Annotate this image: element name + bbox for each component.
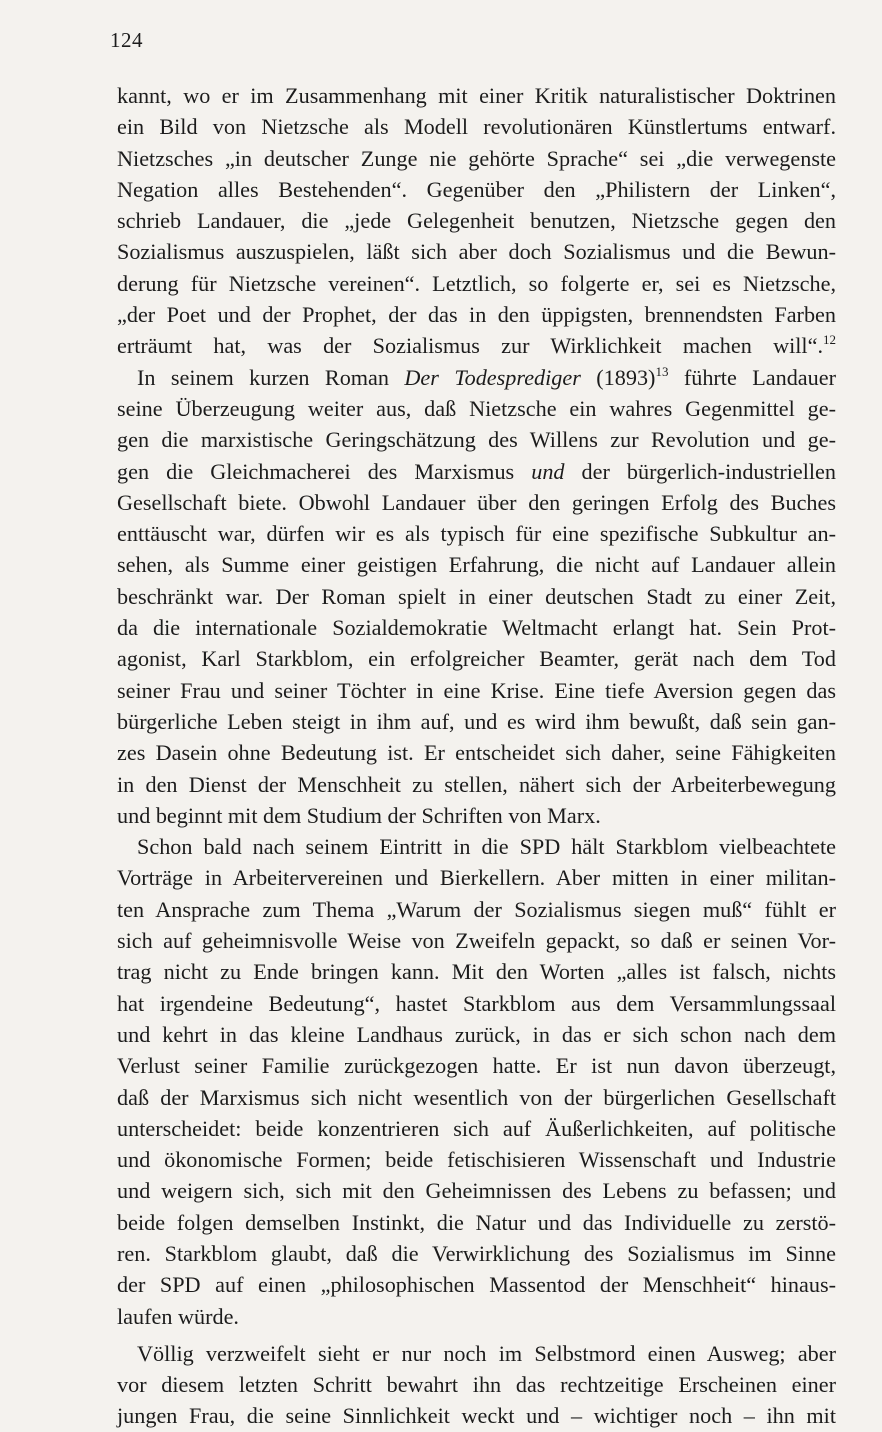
- text-line: sehen, als Summe einer geistigen Erfahrung, die nicht auf Landauer allein: [117, 552, 836, 578]
- text-line: Verlust seiner Familie zurückgezogen hatte. Er ist nun davon überzeugt,: [117, 1053, 836, 1079]
- text-line: in den Dienst der Menschheit zu stellen, nähert sich der Arbeiterbewegung: [117, 771, 836, 797]
- text-line: ren. Starkblom glaubt, daß die Verwirklichung des Sozialismus im Sinne: [117, 1240, 836, 1266]
- text-segment: führte Landauer: [668, 364, 836, 390]
- text-line: und beginnt mit dem Studium der Schriften von Marx.: [117, 802, 601, 828]
- text-line: und weigern sich, sich mit den Geheimnissen des Lebens zu befassen; und: [117, 1178, 836, 1204]
- book-title: Der Todesprediger: [404, 364, 581, 390]
- text-line: bürgerliche Leben steigt in ihm auf, und es wird ihm bewußt, daß sein gan-: [117, 708, 836, 734]
- text-line: hat irgendeine Bedeutung“, hastet Starkblom aus dem Versammlungssaal: [117, 990, 836, 1016]
- text-line: beide folgen demselben Instinkt, die Natur und das Individuelle zu zerstö-: [117, 1209, 836, 1235]
- text-line: sich auf geheimnisvolle Weise von Zweifeln gepackt, so daß er seinen Vor-: [117, 928, 836, 954]
- text-line: seiner Frau und seiner Töchter in eine Krise. Eine tiefe Aversion gegen das: [117, 677, 836, 703]
- text-segment: In seinem kurzen Roman: [137, 364, 405, 390]
- text-line: und ökonomische Formen; beide fetischisieren Wissenschaft und Industrie: [117, 1147, 836, 1173]
- paragraph-1: [117, 80, 836, 362]
- paragraph-2: [117, 362, 836, 831]
- text-line: trag nicht zu Ende bringen kann. Mit den Worten „alles ist falsch, nichts: [117, 959, 836, 985]
- text-line: Vorträge in Arbeitervereinen und Bierkellern. Aber mitten in einer militan-: [117, 865, 836, 891]
- text-line: daß der Marxismus sich nicht wesentlich von der bürgerlichen Gesellschaft: [117, 1084, 836, 1110]
- text-line: seine Überzeugung weiter aus, daß Nietzsche ein wahres Gegenmittel ge-: [117, 395, 836, 421]
- emphasis: und: [531, 458, 565, 484]
- text-line: zes Dasein ohne Bedeutung ist. Er entscheidet sich daher, seine Fähigkeiten: [117, 740, 836, 766]
- paragraph-3: [117, 831, 836, 1332]
- text-line: [117, 330, 836, 361]
- text-line: [117, 456, 836, 487]
- text-line: agonist, Karl Starkblom, ein erfolgreicher Beamter, gerät nach dem Tod: [117, 646, 836, 672]
- text-line: schrieb Landauer, die „jede Gelegenheit benutzen, Nietzsche gegen den: [117, 208, 836, 234]
- text-line: ten Ansprache zum Thema „Warum der Sozialismus siegen muß“ fühlt er: [117, 896, 836, 922]
- page-number: 124: [110, 28, 143, 52]
- text-line: Negation alles Bestehenden“. Gegenüber den „Philistern der Linken“,: [117, 176, 836, 202]
- text-line: enttäuscht war, dürfen wir es als typisch für eine spezifische Subkultur an-: [117, 521, 836, 547]
- text-segment: erträumt hat, was der Sozialismus zur Wirklichkeit machen will“.: [117, 333, 823, 359]
- text-line: vor diesem letzten Schritt bewahrt ihn das rechtzeitige Erscheinen einer: [117, 1372, 836, 1398]
- text-segment: der bürgerlich-industriellen: [564, 458, 836, 484]
- text-line: jungen Frau, die seine Sinnlichkeit weckt und – wichtiger noch – ihn mit: [117, 1403, 836, 1429]
- text-line: Nietzsches „in deutscher Zunge nie gehörte Sprache“ sei „die verwegenste: [117, 145, 836, 171]
- text-line: Völlig verzweifelt sieht er nur noch im Selbstmord einen Ausweg; aber: [137, 1340, 836, 1366]
- text-line: ein Bild von Nietzsche als Modell revolutionären Künstlertums entwarf.: [117, 114, 836, 140]
- text-line: unterscheidet: beide konzentrieren sich auf Äußerlichkeiten, auf politische: [117, 1115, 836, 1141]
- text-line: Schon bald nach seinem Eintritt in die SPD hält Starkblom vielbeachtete: [137, 834, 836, 860]
- text-line: Sozialismus auszuspielen, läßt sich aber doch Sozialismus und die Bewun-: [117, 239, 836, 265]
- text-line: „der Poet und der Prophet, der das in den üppigsten, brennendsten Farben: [117, 302, 836, 328]
- text-segment: gen die Gleichmacherei des Marxismus: [117, 458, 532, 484]
- text-line: [117, 362, 836, 393]
- text-line: der SPD auf einen „philosophischen Massentod der Menschheit“ hinaus-: [117, 1272, 836, 1298]
- paragraph-4: [117, 1338, 836, 1432]
- text-line: Gesellschaft biete. Obwohl Landauer über den geringen Erfolg des Buches: [117, 489, 836, 515]
- text-line: da die internationale Sozialdemokratie Weltmacht erlangt hat. Sein Prot-: [117, 615, 836, 641]
- text-line: und kehrt in das kleine Landhaus zurück, in das er sich schon nach dem: [117, 1021, 836, 1047]
- body-text: [117, 80, 836, 1432]
- text-line: laufen würde.: [117, 1303, 239, 1329]
- text-line: kannt, wo er im Zusammenhang mit einer Kritik naturalistischer Doktrinen: [117, 83, 836, 108]
- text-segment: (1893): [580, 364, 656, 390]
- footnote-ref-12: 12: [823, 332, 836, 348]
- text-line: beschränkt war. Der Roman spielt in einer deutschen Stadt zu einer Zeit,: [117, 583, 836, 609]
- footnote-ref-13: 13: [655, 363, 669, 379]
- text-line: gen die marxistische Geringschätzung des Willens zur Revolution und ge-: [117, 427, 836, 453]
- text-line: derung für Nietzsche vereinen“. Letztlich, so folgerte er, sei es Nietzsche,: [117, 270, 836, 296]
